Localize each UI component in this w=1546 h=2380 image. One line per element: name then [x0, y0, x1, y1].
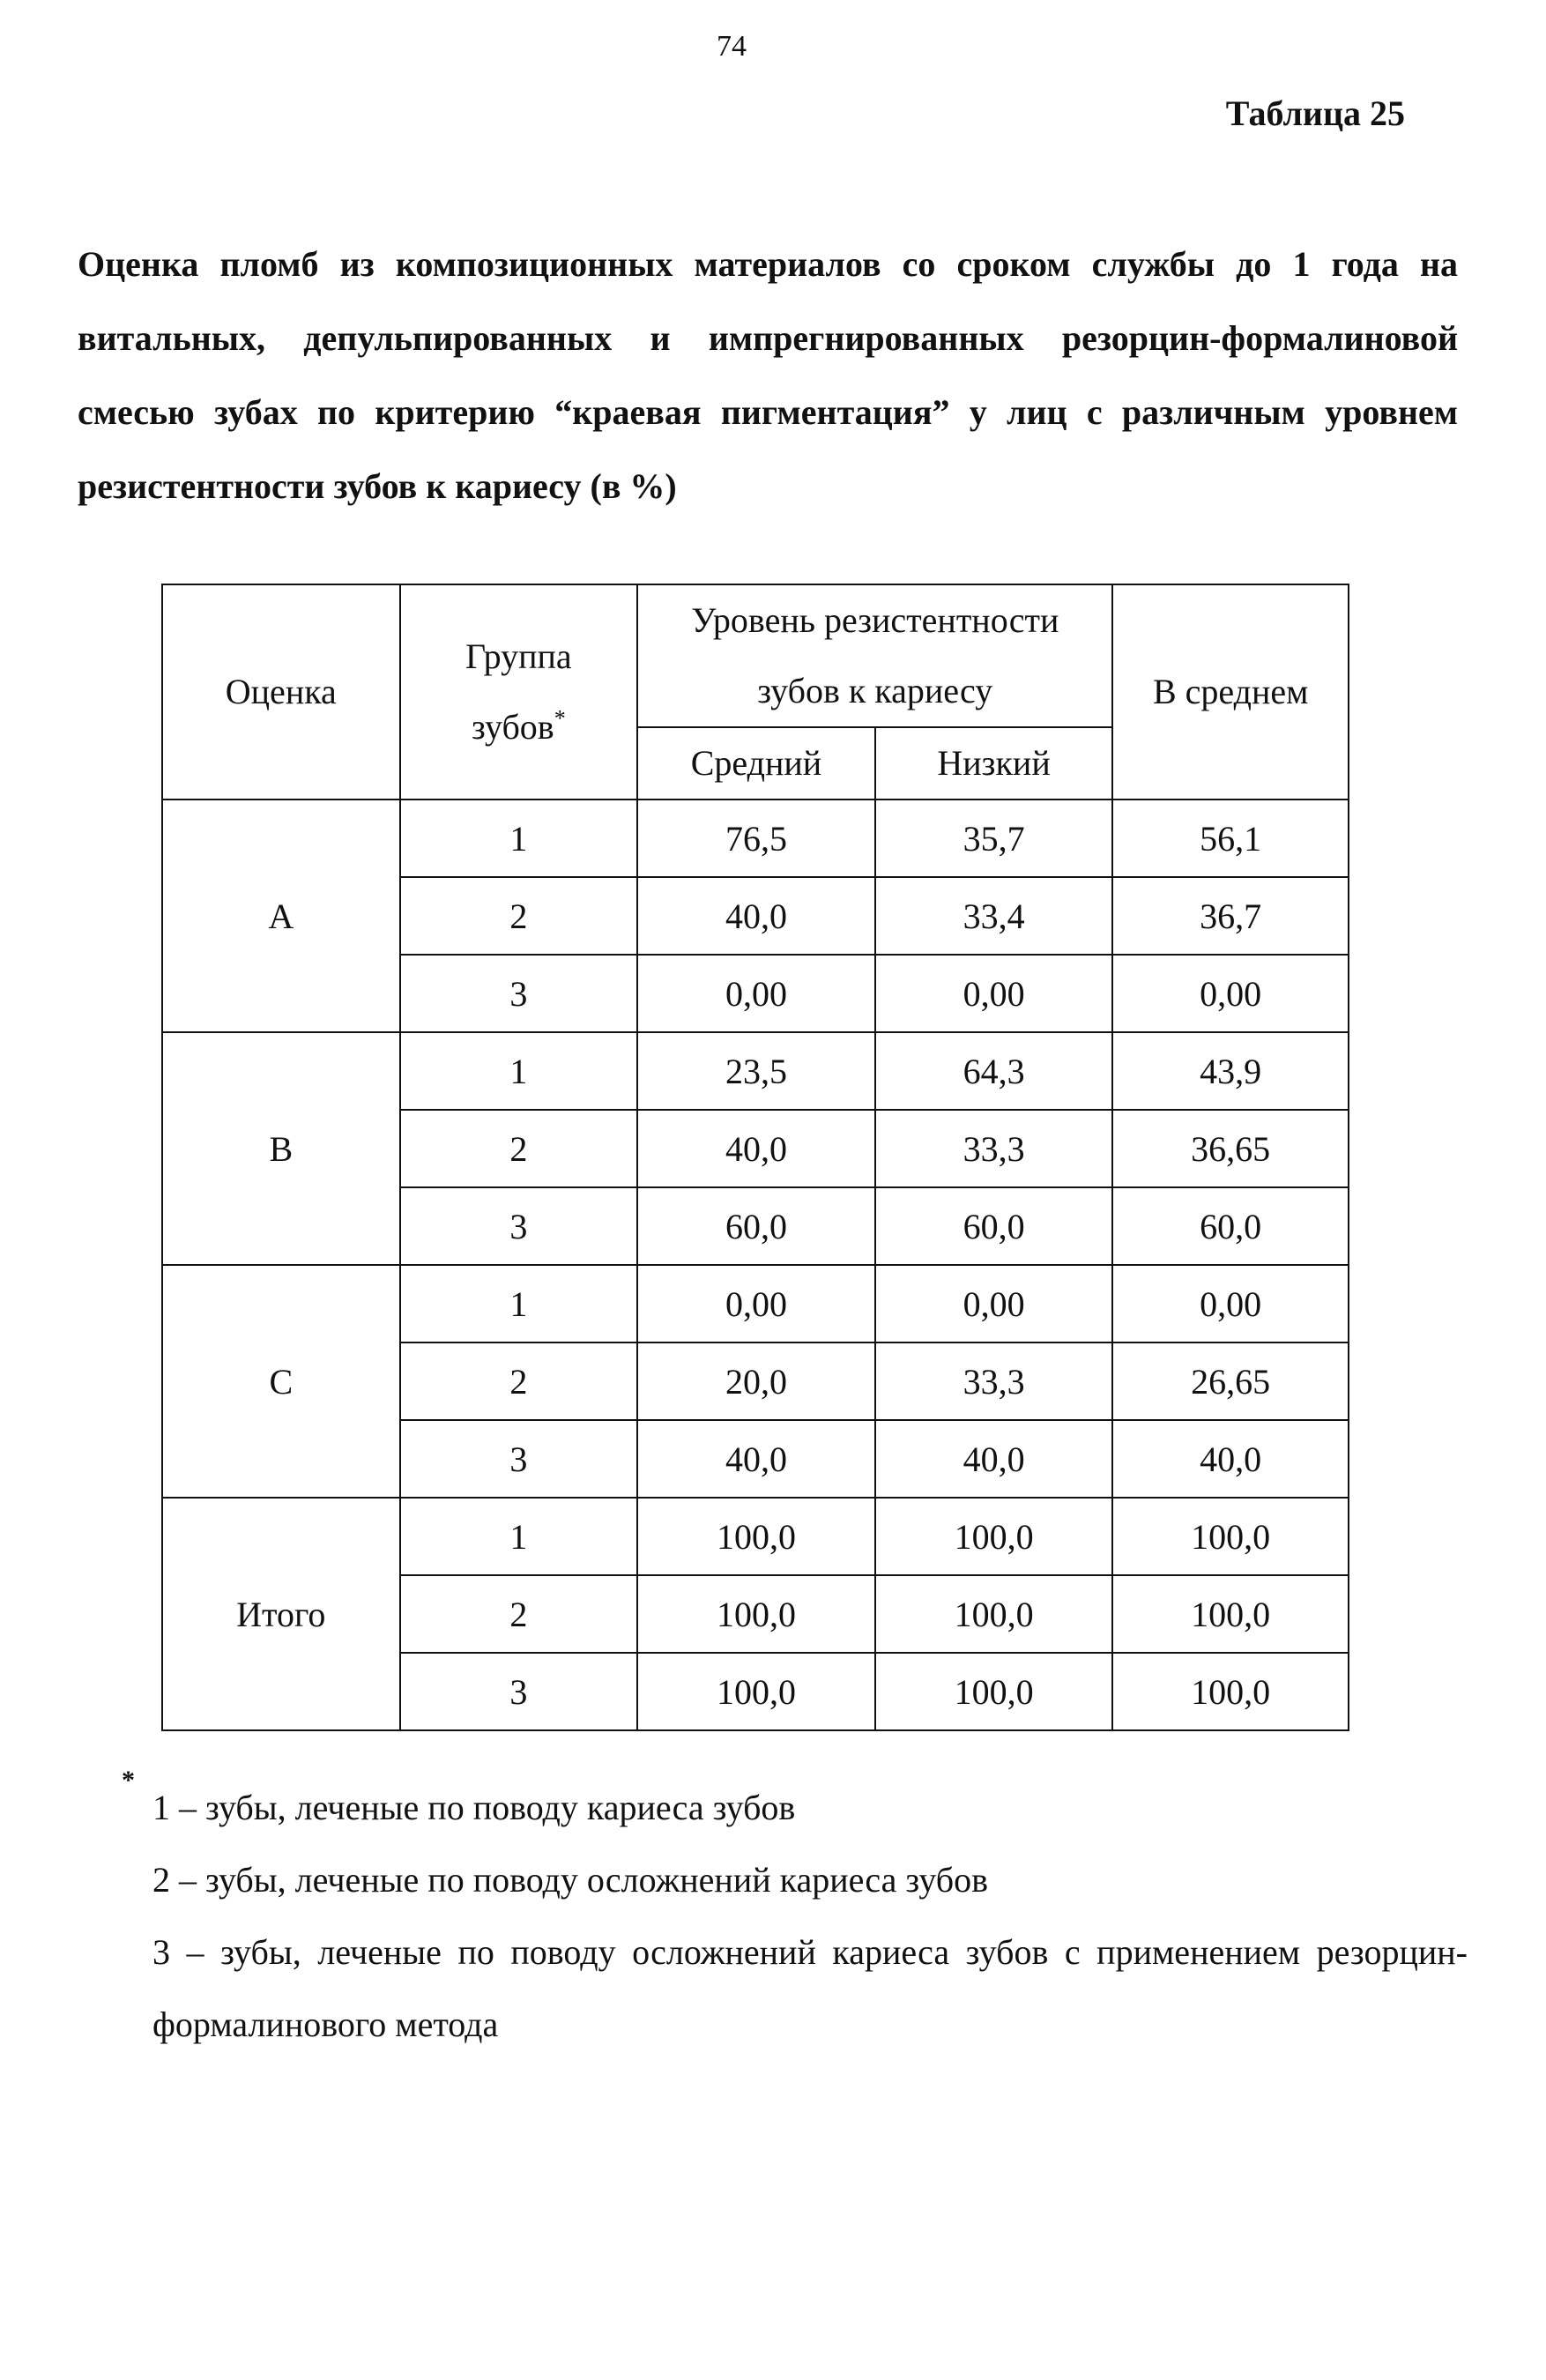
group-cell: 2: [400, 1110, 638, 1187]
group-cell: 2: [400, 877, 638, 955]
medium-cell: 20,0: [637, 1342, 875, 1420]
group-cell: 1: [400, 1265, 638, 1342]
header-low: Низкий: [875, 727, 1113, 800]
medium-cell: 0,00: [637, 1265, 875, 1342]
header-medium: Средний: [637, 727, 875, 800]
header-group-marker: *: [554, 705, 566, 732]
group-cell: 1: [400, 1498, 638, 1575]
group-cell: 3: [400, 1187, 638, 1265]
low-cell: 33,3: [875, 1342, 1113, 1420]
table-label: Таблица 25: [1225, 93, 1405, 133]
medium-cell: 76,5: [637, 800, 875, 877]
medium-cell: 40,0: [637, 1110, 875, 1187]
medium-cell: 23,5: [637, 1032, 875, 1110]
header-group: [400, 584, 638, 800]
group-cell: 1: [400, 1032, 638, 1110]
low-cell: 0,00: [875, 955, 1113, 1032]
average-cell: 56,1: [1112, 800, 1349, 877]
header-average: В среднем: [1112, 584, 1349, 800]
header-level-line1: Уровень резистентности: [691, 600, 1059, 640]
low-cell: 35,7: [875, 800, 1113, 877]
group-cell: 2: [400, 1575, 638, 1653]
header-level-line2: зубов к кариесу: [757, 671, 993, 710]
average-cell: 100,0: [1112, 1653, 1349, 1730]
header-group-line1: Группа: [465, 636, 572, 676]
medium-cell: 0,00: [637, 955, 875, 1032]
low-cell: 100,0: [875, 1575, 1113, 1653]
group-cell: 1: [400, 800, 638, 877]
header-grade: Оценка: [162, 584, 400, 800]
average-cell: 43,9: [1112, 1032, 1349, 1110]
footnotes: [128, 1772, 1468, 2061]
average-cell: 100,0: [1112, 1498, 1349, 1575]
average-cell: 26,65: [1112, 1342, 1349, 1420]
table-row: [162, 1265, 1349, 1342]
low-cell: 60,0: [875, 1187, 1113, 1265]
table-title: Оценка пломб из композиционных материалов со сроком службы до 1 года на витальных, депульпированных и импрегнированных резорцин-формалиновой смесью зубах по критерию “краевая пигментация” у лиц с различным уровнем резистентности зубов к кариесу (в %): [78, 244, 1458, 506]
medium-cell: 100,0: [637, 1498, 875, 1575]
page-number: 74: [717, 30, 747, 63]
table-row: [162, 1498, 1349, 1575]
average-cell: 60,0: [1112, 1187, 1349, 1265]
average-cell: 100,0: [1112, 1575, 1349, 1653]
low-cell: 33,3: [875, 1110, 1113, 1187]
average-cell: 40,0: [1112, 1420, 1349, 1498]
footnote-marker: *: [122, 1766, 135, 1795]
group-cell: 3: [400, 1653, 638, 1730]
average-cell: 36,7: [1112, 877, 1349, 955]
header-group-line2: зубов: [472, 707, 554, 747]
average-cell: 36,65: [1112, 1110, 1349, 1187]
medium-cell: 60,0: [637, 1187, 875, 1265]
group-cell: 2: [400, 1342, 638, 1420]
low-cell: 100,0: [875, 1653, 1113, 1730]
results-table: [161, 584, 1349, 1731]
average-cell: 0,00: [1112, 955, 1349, 1032]
table-body: [162, 800, 1349, 1730]
grade-cell: Итого: [162, 1498, 400, 1730]
group-cell: 3: [400, 955, 638, 1032]
grade-cell: А: [162, 800, 400, 1032]
header-resistance-level: [637, 584, 1112, 727]
average-cell: 0,00: [1112, 1265, 1349, 1342]
low-cell: 100,0: [875, 1498, 1113, 1575]
table-row: [162, 1032, 1349, 1110]
medium-cell: 40,0: [637, 877, 875, 955]
footnote-1: 1 – зубы, леченые по поводу кариеса зубов: [152, 1788, 796, 1827]
low-cell: 40,0: [875, 1420, 1113, 1498]
low-cell: 33,4: [875, 877, 1113, 955]
medium-cell: 40,0: [637, 1420, 875, 1498]
grade-cell: В: [162, 1032, 400, 1265]
medium-cell: 100,0: [637, 1575, 875, 1653]
footnote-3: 3 – зубы, леченые по поводу осложнений кариеса зубов с применением резорцин-формалинового метода: [152, 1932, 1468, 2044]
table-row: [162, 800, 1349, 877]
footnote-2: 2 – зубы, леченые по поводу осложнений кариеса зубов: [152, 1860, 989, 1900]
grade-cell: С: [162, 1265, 400, 1498]
low-cell: 64,3: [875, 1032, 1113, 1110]
medium-cell: 100,0: [637, 1653, 875, 1730]
low-cell: 0,00: [875, 1265, 1113, 1342]
group-cell: 3: [400, 1420, 638, 1498]
